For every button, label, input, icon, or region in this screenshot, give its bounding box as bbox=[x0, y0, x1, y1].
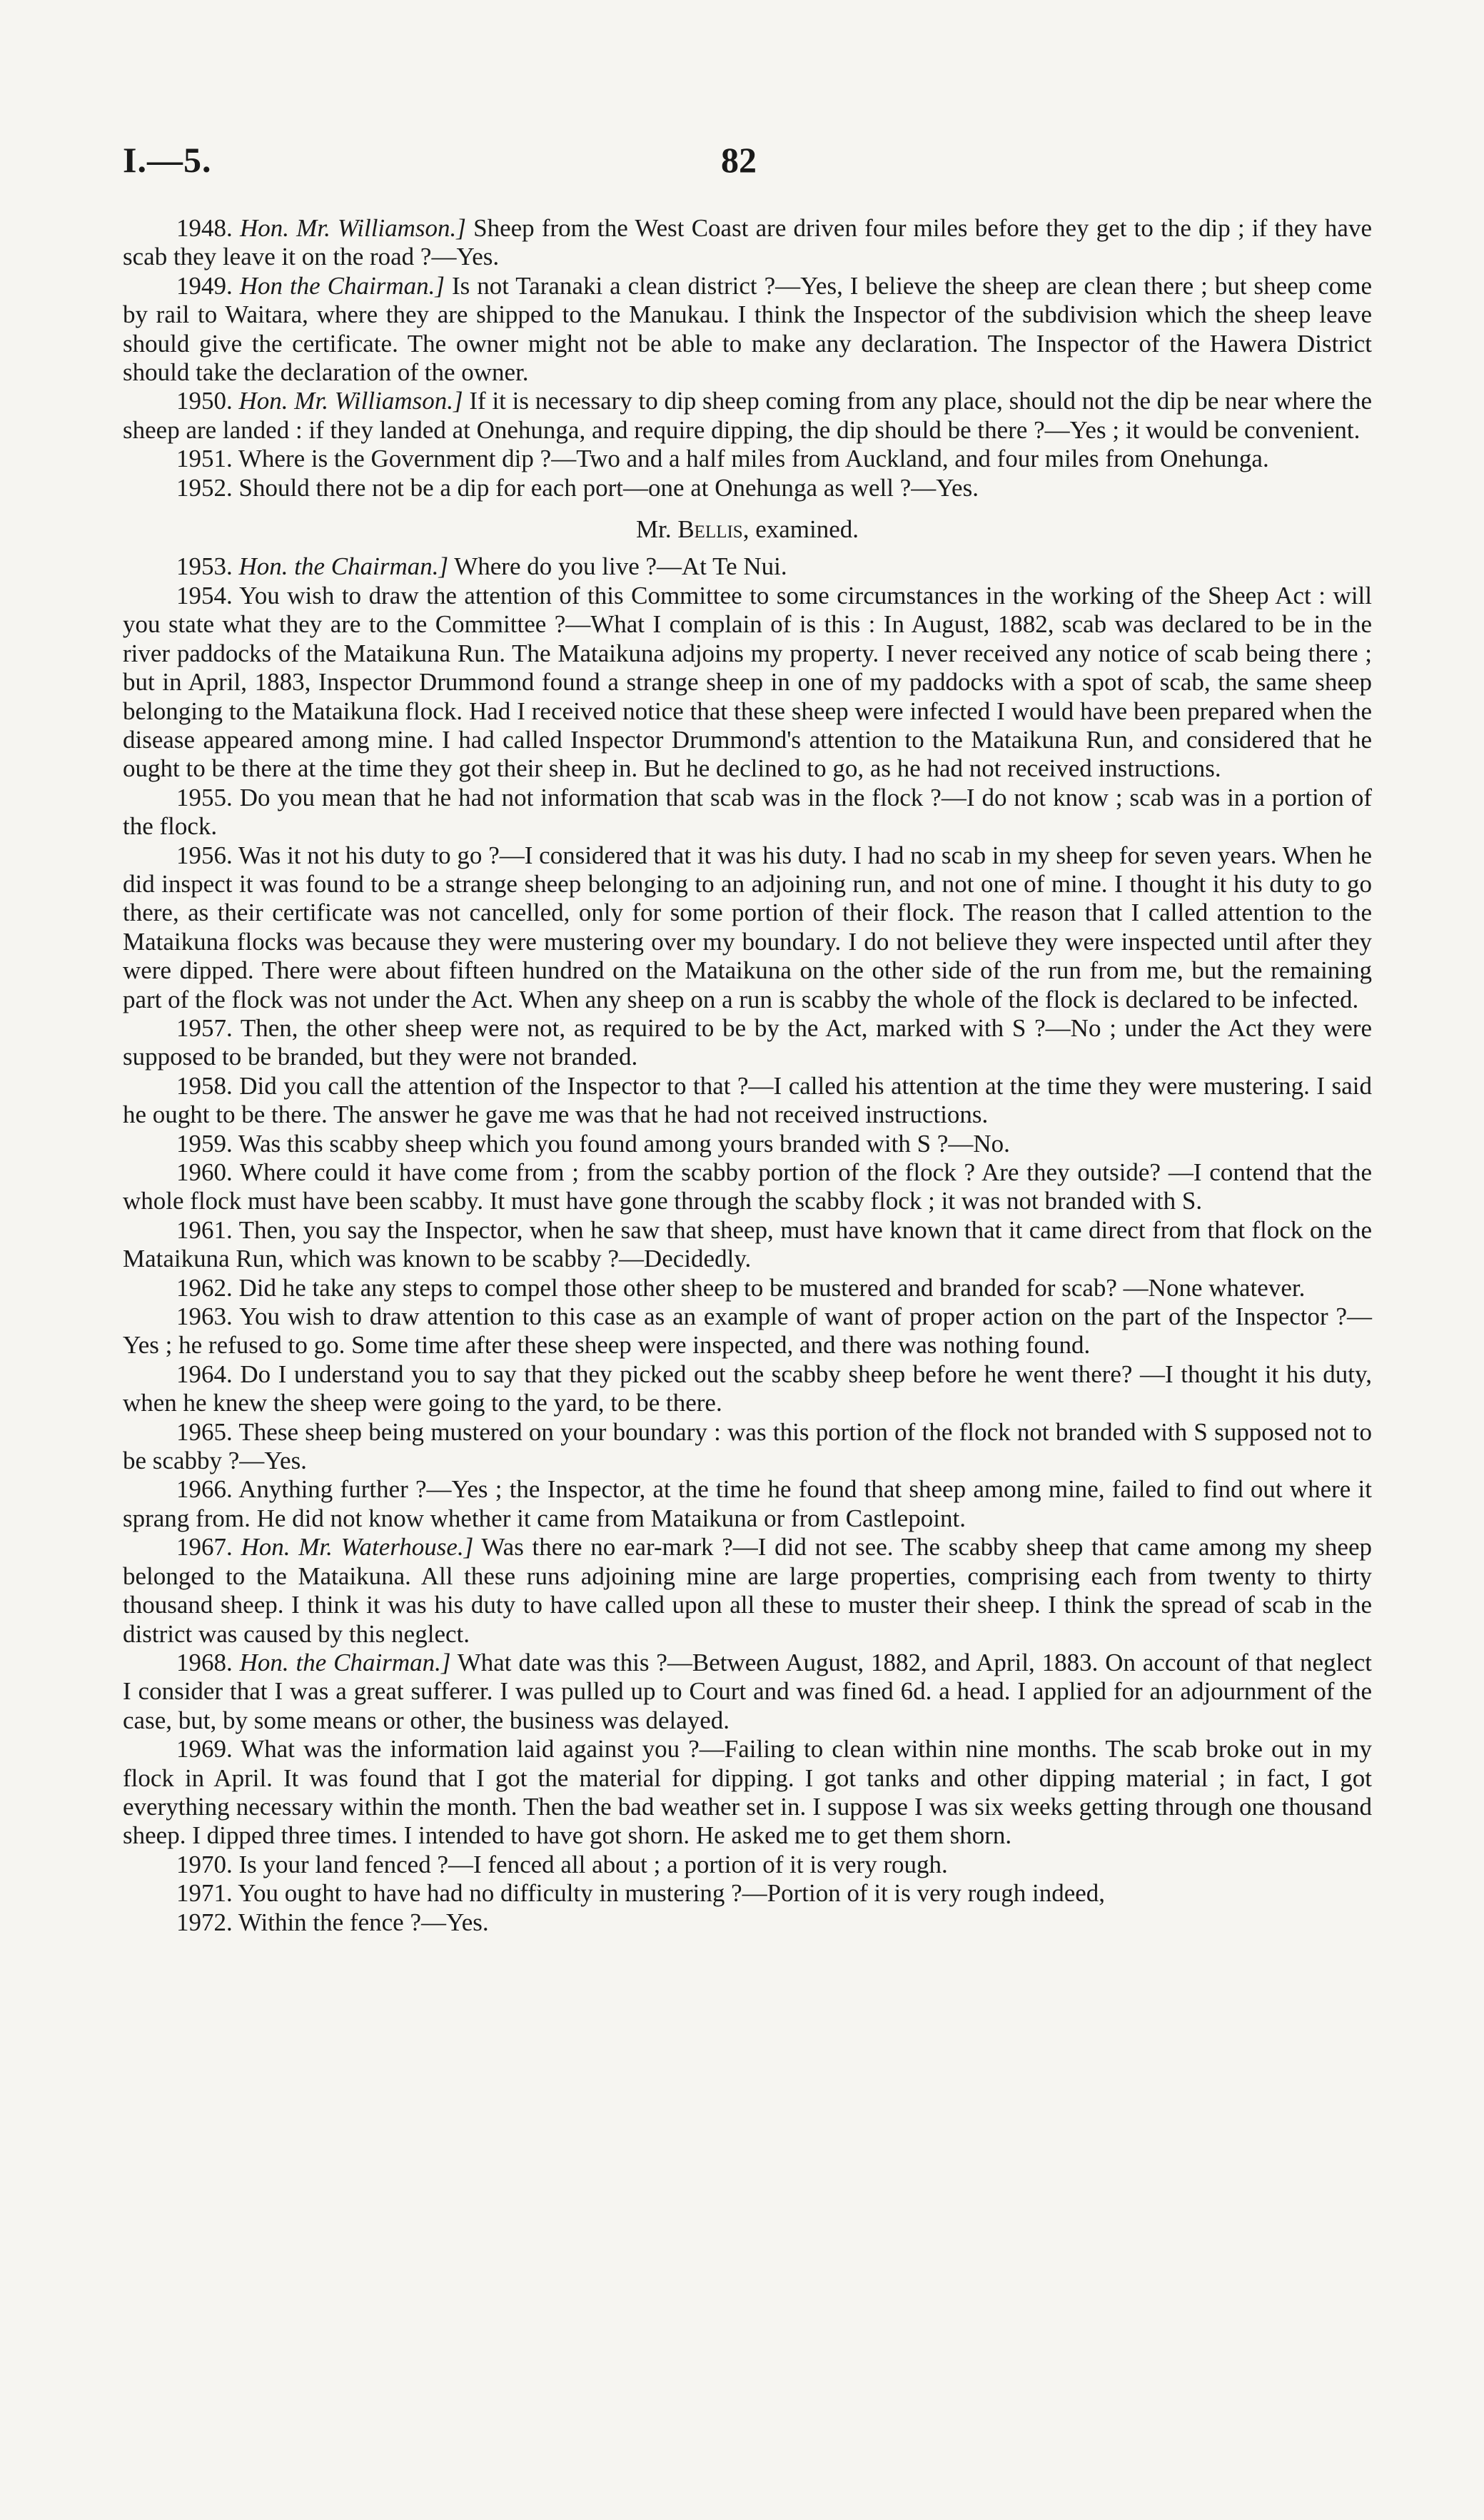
question-number: 1963. bbox=[176, 1302, 233, 1331]
paragraph-1972 bbox=[123, 1908, 1372, 1937]
paragraph-text: Then, the other sheep were not, as required to be by the Act, marked with S ?—No ; under the Act they were supposed to be branded, but they were not branded. bbox=[123, 1013, 1372, 1071]
paragraph-text: Then, you say the Inspector, when he saw that sheep, must have known that it came direct from that flock on the Mataikuna Run, which was known to be scabby ?—Decidedly. bbox=[123, 1215, 1373, 1273]
question-number: 1961. bbox=[176, 1215, 233, 1244]
question-number: 1971. bbox=[176, 1879, 233, 1908]
page-number: 82 bbox=[721, 140, 757, 180]
question-number: 1952. bbox=[176, 473, 233, 502]
paragraph-text: Was there no ear-mark ?—I did not see. The scabby sheep that came among my sheep belonged to the Mataikuna. All these runs adjoining mine are large properties, comprising each from twenty to thirty thousand sheep. I think it was his duty to have called upon all these to muster their sheep. I think the spread of scab in the district was caused by this neglect. bbox=[123, 1533, 1372, 1648]
question-number: 1972. bbox=[176, 1908, 233, 1936]
paragraph-1969 bbox=[123, 1735, 1372, 1851]
paragraph-1951 bbox=[123, 445, 1372, 473]
question-number: 1962. bbox=[176, 1273, 233, 1302]
paragraph-1970 bbox=[123, 1851, 1372, 1879]
paragraph-text: Where do you live ?—At Te Nui. bbox=[448, 552, 787, 581]
question-number: 1959. bbox=[176, 1129, 233, 1158]
page-header bbox=[0, 139, 1484, 182]
paragraph-1960 bbox=[123, 1158, 1372, 1216]
paragraph-1958 bbox=[123, 1072, 1372, 1130]
question-number: 1948. bbox=[176, 214, 233, 242]
paragraph-text: These sheep being mustered on your boundary : was this portion of the flock not branded with S supposed not to be scabby ?—Yes. bbox=[123, 1417, 1372, 1475]
speaker: Hon. the Chairman.] bbox=[239, 1648, 451, 1676]
paragraph-text: Did he take any steps to compel those other sheep to be mustered and branded for scab? —None whatever. bbox=[238, 1273, 1306, 1302]
speaker: Hon the Chairman.] bbox=[239, 271, 445, 300]
speaker: Hon. Mr. Williamson.] bbox=[239, 214, 466, 242]
paragraph-text: Was it not his duty to go ?—I considered that it was his duty. I had no scab in my sheep for seven years. When he did inspect it was found to be a strange sheep belonging to an adjoining run, and not one of mine. I thought it his duty to go there, as their certificate was not cancelled, only for some portion of their flock. The reason that I called attention to the Mataikuna flocks was because they were mustering over my boundary. I do not believe they were inspected until after they were dipped. There were about fifteen hundred on the Mataikuna on the other side of the run from me, but the remaining part of the flock was not under the Act. When any sheep on a run is scabby the whole of the flock is declared to be infected. bbox=[123, 841, 1373, 1013]
question-number: 1951. bbox=[176, 445, 233, 473]
question-number: 1969. bbox=[176, 1735, 233, 1764]
paragraph-1952 bbox=[123, 474, 1372, 502]
question-number: 1960. bbox=[176, 1158, 233, 1186]
document-body bbox=[123, 214, 1372, 1937]
witness-name: Bellis bbox=[677, 515, 743, 544]
paragraph-text: Where is the Government dip ?—Two and a half miles from Auckland, and four miles from Onehunga. bbox=[238, 445, 1269, 473]
witness-suffix: , examined. bbox=[742, 515, 859, 544]
question-number: 1968. bbox=[176, 1648, 233, 1676]
paragraph-text: Is your land fenced ?—I fenced all about ; a portion of it is very rough. bbox=[238, 1850, 948, 1878]
question-number: 1957. bbox=[176, 1013, 233, 1042]
question-number: 1949. bbox=[176, 271, 233, 300]
paragraph-1959 bbox=[123, 1130, 1372, 1158]
paragraph-1955 bbox=[123, 784, 1372, 841]
question-number: 1955. bbox=[176, 783, 233, 811]
paragraph-text: What was the information laid against you ?—Failing to clean within nine months. The scab broke out in my flock in April. It was found that I got the material for dipping. I got tanks and other dipping material ; in fact, I got everything necessary within the month. Then the bad weather set in. I suppose I was six weeks getting through one thousand sheep. I dipped three times. I intended to have got shorn. He asked me to get them shorn. bbox=[123, 1735, 1372, 1850]
paragraph-text: Did you call the attention of the Inspector to that ?—I called his attention at the time they were mustering. I said he ought to be there. The answer he gave me was that he had not received instructions. bbox=[123, 1071, 1372, 1129]
paragraph-text: Anything further ?—Yes ; the Inspector, at the time he found that sheep among mine, failed to find out where it sprang from. He did not know whether it came from Mataikuna or from Castlepoint. bbox=[123, 1475, 1372, 1532]
paragraph-1957 bbox=[123, 1014, 1372, 1072]
question-number: 1958. bbox=[176, 1071, 233, 1100]
paragraph-text: Sheep from the West Coast are driven four miles before they get to the dip ; if they have scab they leave it on the road ?—Yes. bbox=[123, 214, 1373, 271]
question-number: 1950. bbox=[176, 387, 233, 415]
paragraph-1961 bbox=[123, 1216, 1372, 1274]
paragraph-text: If it is necessary to dip sheep coming from any place, should not the dip be near where the sheep are landed : if they landed at Onehunga, and require dipping, the dip should be there ?—Yes ; it would be convenient. bbox=[123, 387, 1373, 444]
paragraph-1953 bbox=[123, 552, 1372, 581]
paragraph-text: Was this scabby sheep which you found among yours branded with S ?—No. bbox=[238, 1129, 1010, 1158]
paragraph-text: You ought to have had no difficulty in mustering ?—Portion of it is very rough indeed, bbox=[238, 1879, 1106, 1908]
paragraph-1962 bbox=[123, 1274, 1372, 1302]
paragraph-1971 bbox=[123, 1879, 1372, 1908]
speaker: Hon. Mr. Williamson.] bbox=[238, 387, 463, 415]
question-number: 1970. bbox=[176, 1850, 233, 1878]
paragraph-1948 bbox=[123, 214, 1372, 272]
paragraph-1964 bbox=[123, 1360, 1372, 1418]
paragraph-text: Do I understand you to say that they picked out the scabby sheep before he went there? —I thought it his duty, when he knew the sheep were going to the yard, to be there. bbox=[123, 1360, 1373, 1417]
speaker: Hon. the Chairman.] bbox=[238, 552, 449, 581]
paragraph-1949 bbox=[123, 272, 1372, 388]
witness-heading bbox=[123, 515, 1372, 544]
paragraph-1967 bbox=[123, 1533, 1372, 1649]
paragraph-1968 bbox=[123, 1649, 1372, 1735]
paragraph-1966 bbox=[123, 1475, 1372, 1533]
question-number: 1967. bbox=[176, 1533, 233, 1562]
paragraph-1963 bbox=[123, 1302, 1372, 1360]
question-number: 1966. bbox=[176, 1475, 233, 1504]
paragraph-text: Within the fence ?—Yes. bbox=[238, 1908, 489, 1936]
paragraph-text: Should there not be a dip for each port—one at Onehunga as well ?—Yes. bbox=[238, 473, 979, 502]
question-number: 1953. bbox=[176, 552, 233, 581]
paragraph-1965 bbox=[123, 1418, 1372, 1476]
paragraph-text: What date was this ?—Between August, 1882, and April, 1883. On account of that neglect I consider that I was a great sufferer. I was pulled up to Court and was fined 6d. a head. I applied for an adjournment of the case, but, by some means or other, the business was delayed. bbox=[123, 1648, 1373, 1734]
paragraph-text: Do you mean that he had not information that scab was in the flock ?—I do not know ; scab was in a portion of the flock. bbox=[123, 783, 1372, 841]
paragraph-text: You wish to draw attention to this case as an example of want of proper action on the part of the Inspector ?—Yes ; he refused to go. Some time after these sheep were inspected, and there was nothing found. bbox=[123, 1302, 1372, 1360]
question-number: 1964. bbox=[176, 1360, 233, 1388]
paragraph-text: You wish to draw the attention of this Committee to some circumstances in the working of the Sheep Act : will you state what they are to the Committee ?—What I complain of is this : In August, 1882, scab was declared to be in the river paddocks of the Mataikuna Run. The Mataikuna adjoins my property. I never received any notice of scab being there ; but in April, 1883, Inspector Drummond found a strange sheep in one of my paddocks with a spot of scab, the same sheep belonging to the Mataikuna flock. Had I received notice that these sheep were infected I would have been prepared when the disease appeared among mine. I had called Inspector Drummond's attention to the Mataikuna Run, and considered that he ought to be there at the time they got their sheep in. But he declined to go, as he had not received instructions. bbox=[123, 581, 1372, 783]
speaker: Hon. Mr. Waterhouse.] bbox=[241, 1533, 474, 1562]
paragraph-1954 bbox=[123, 582, 1372, 784]
paragraph-text: Is not Taranaki a clean district ?—Yes, I believe the sheep are clean there ; but sheep come by rail to Waitara, where they are shipped to the Manukau. I think the Inspector of the subdivision which the sheep leave should give the certificate. The owner might not be able to make any declaration. The Inspector of the Hawera District should take the declaration of the owner. bbox=[123, 271, 1372, 387]
paragraph-1956 bbox=[123, 841, 1372, 1014]
document-reference: I.—5. bbox=[123, 140, 212, 180]
paragraph-text: Where could it have come from ; from the scabby portion of the flock ? Are they outside? —I contend that the whole flock must have been scabby. It must have gone through the scabby flock ; it was not branded with S. bbox=[123, 1158, 1372, 1215]
paragraph-1950 bbox=[123, 387, 1372, 445]
question-number: 1965. bbox=[176, 1417, 233, 1446]
witness-prefix: Mr. bbox=[635, 515, 672, 544]
question-number: 1954. bbox=[176, 581, 233, 609]
question-number: 1956. bbox=[176, 841, 233, 869]
